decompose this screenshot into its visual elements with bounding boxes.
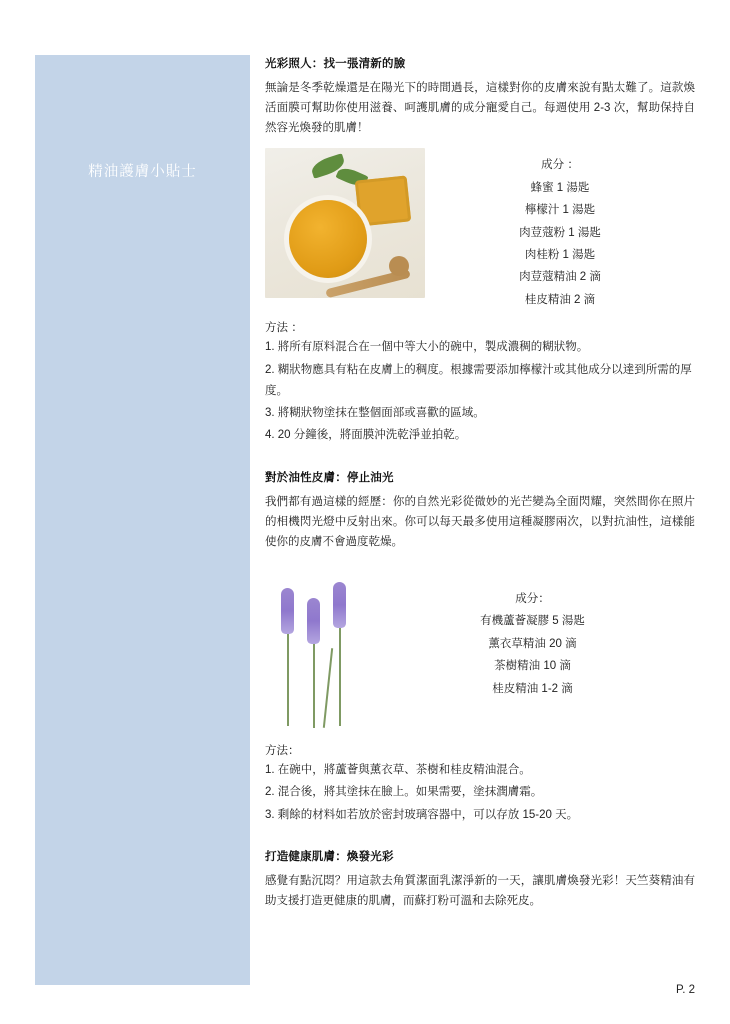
media-row [265, 148, 695, 311]
honey-bowl-shape [289, 200, 367, 278]
honeycomb-shape [355, 176, 412, 227]
ingredients-title: 成分： [515, 593, 550, 606]
ingredient-item: 桂皮精油 2 滴 [524, 293, 596, 306]
section-paragraph: 感覺有點沉悶？用這款去角質潔面乳潔淨新的一天，讓肌膚煥發光彩！天竺葵精油有助支援打造更健康的肌膚，而蘇打粉可溫和去除死皮。 [265, 874, 695, 907]
spacer [265, 830, 695, 848]
ingredient-item: 有機蘆薈凝膠 5 湯匙 [480, 615, 585, 628]
ingredient-item: 肉桂粉 1 湯匙 [524, 249, 596, 262]
ingredient-item: 桂皮精油 1-2 滴 [492, 682, 573, 695]
step-item: 1. 在碗中，將蘆薈與薰衣草、茶樹和桂皮精油混合。 [265, 764, 531, 777]
ingredient-item: 蜂蜜 1 湯匙 [530, 181, 590, 194]
method-title: 方法 ： [265, 322, 303, 335]
ingredient-item: 檸檬汁 1 湯匙 [524, 204, 596, 217]
lavender-head-shape [333, 582, 346, 628]
ingredient-item: 茶樹精油 10 滴 [494, 660, 571, 673]
ingredient-item: 肉荳蔻粉 1 湯匙 [519, 226, 601, 239]
ingredients-list [370, 574, 695, 700]
sidebar [35, 55, 250, 985]
method-title: 方法： [265, 745, 300, 758]
ingredients-list [425, 148, 695, 311]
section-paragraph: 我們都有過這樣的經歷：你的自然光彩從微妙的光芒變為全面閃耀，突然間你在照片的相機閃光燈中反射出來。你可以每天最多使用這種凝膠兩次，以對抗油性，這樣能使你的皮膚不會過度乾燥。 [265, 495, 695, 548]
media-row [265, 574, 695, 734]
honey-bowl-photo [265, 148, 425, 298]
section-oily-skin [265, 469, 695, 826]
lavender-sprigs-photo [265, 574, 370, 734]
page-number: P. 2 [676, 984, 695, 996]
step-item: 1. 將所有原料混合在一個中等大小的碗中，製成濃稠的糊狀物。 [265, 341, 589, 354]
stem-shape [323, 648, 333, 728]
ingredient-item: 薰衣草精油 20 滴 [488, 637, 577, 650]
section-healthy-skin [265, 848, 695, 911]
stem-shape [313, 636, 315, 728]
document-content [265, 55, 695, 915]
method-steps [265, 760, 695, 826]
lavender-head-shape [281, 588, 294, 634]
step-item: 3. 將糊狀物塗抹在整個面部或喜歡的區域。 [265, 407, 485, 420]
method-steps [265, 337, 695, 446]
section-heading: 光彩照人：找一張清新的臉 [265, 58, 406, 70]
section-paragraph: 無論是冬季乾燥還是在陽光下的時間過長，這樣對你的皮膚來說有點太難了。這款煥活面膜可幫助你使用滋養、呵護肌膚的成分寵愛自己。每週使用 2-3 次，幫助保持自然容光煥發的肌膚！ [265, 82, 695, 135]
sidebar-title: 精油護膚小貼士 [88, 164, 197, 180]
ingredients-title: 成分 ： [541, 159, 579, 172]
section-heading: 打造健康肌膚：煥發光彩 [265, 850, 394, 863]
step-item: 2. 混合後，將其塗抹在臉上。如果需要，塗抹潤膚霜。 [265, 786, 543, 799]
step-item: 2. 糊狀物應具有粘在皮膚上的稠度。根據需要添加檸檬汁或其他成分以達到所需的厚度。 [265, 363, 692, 397]
section-heading: 對於油性皮膚：停止油光 [265, 471, 394, 484]
ingredient-item: 肉荳蔻精油 2 滴 [519, 271, 601, 284]
stem-shape [287, 626, 289, 726]
spacer [265, 451, 695, 469]
section-glow [265, 55, 695, 447]
stem-shape [339, 622, 341, 726]
step-item: 3. 剩餘的材料如若放於密封玻璃容器中，可以存放 15-20 天。 [265, 808, 579, 821]
step-item: 4. 20 分鐘後，將面膜沖洗乾淨並拍乾。 [265, 429, 467, 442]
lavender-head-shape [307, 598, 320, 644]
